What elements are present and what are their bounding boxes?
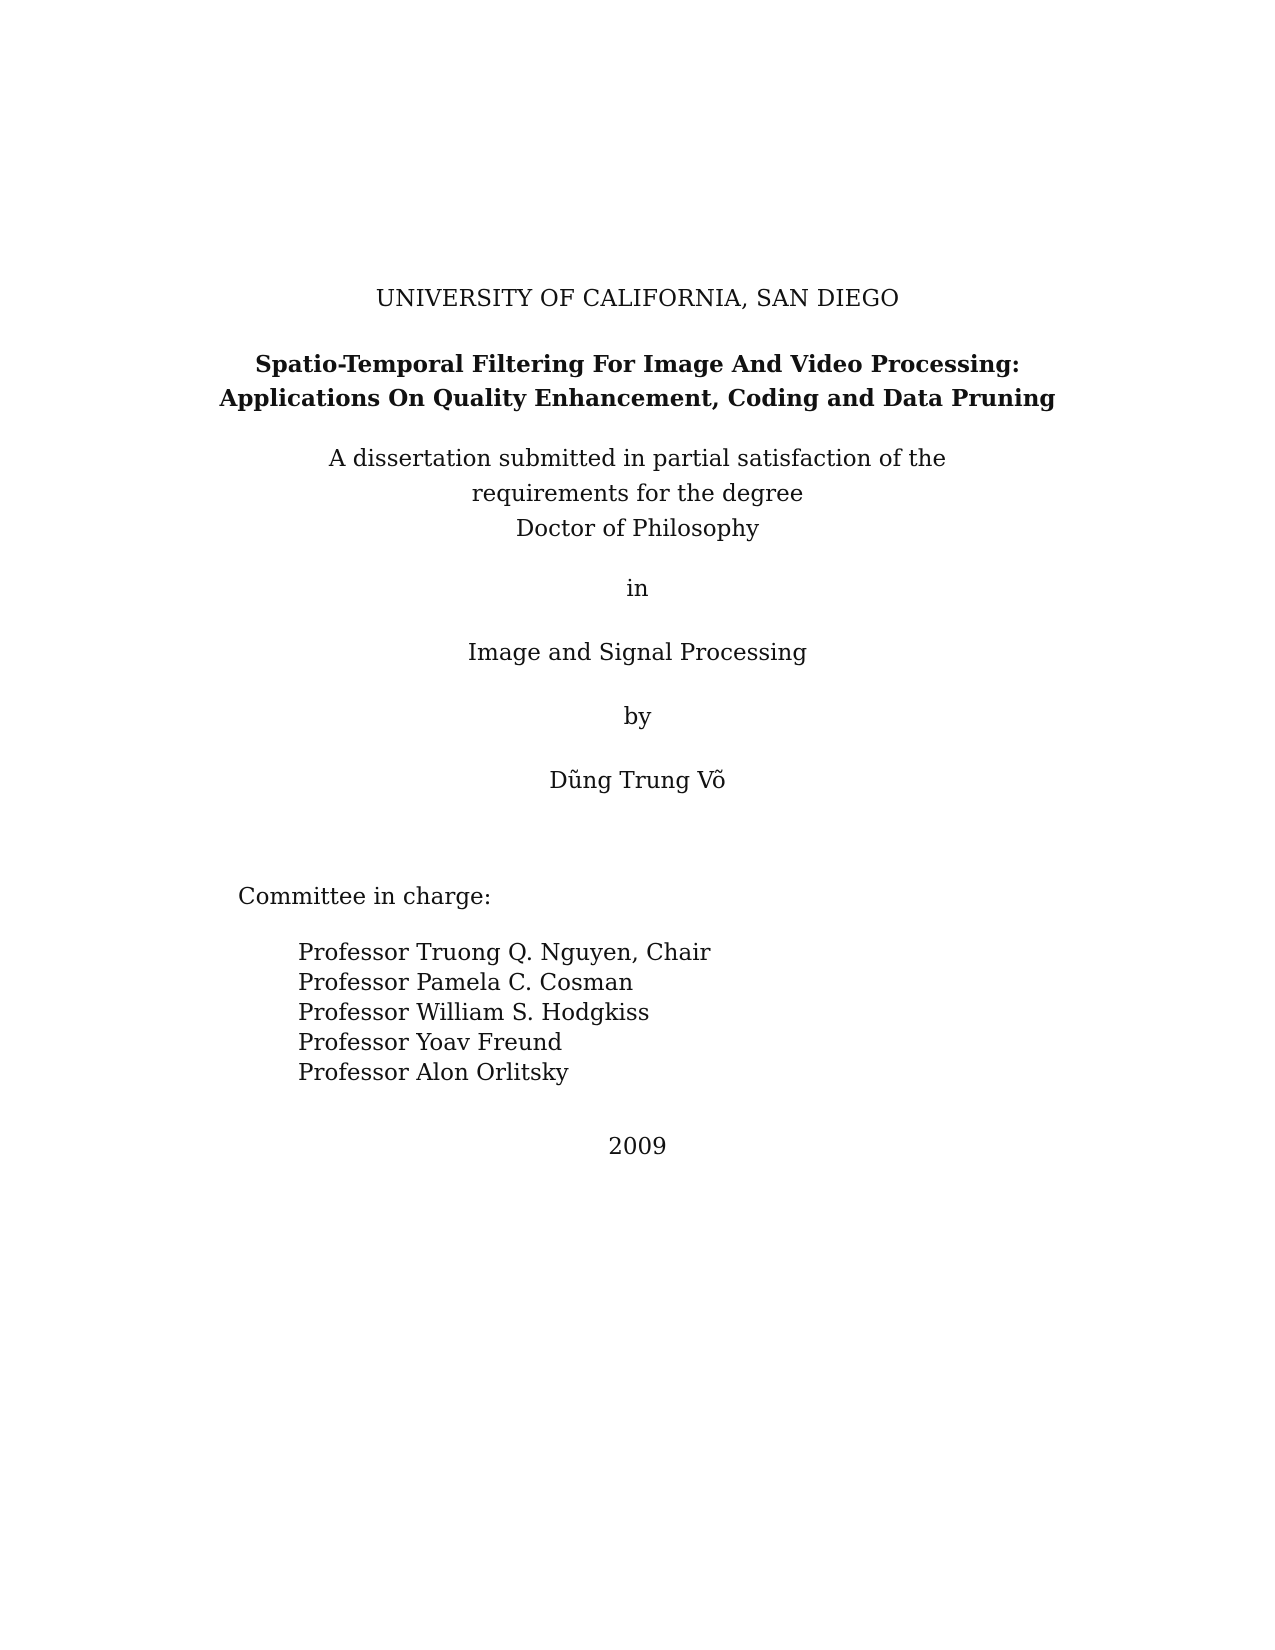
committee-member: Professor Yoav Freund	[298, 1030, 563, 1056]
statement-line-1: A dissertation submitted in partial satisfaction of the	[328, 446, 947, 472]
committee-member: Professor Pamela C. Cosman	[298, 970, 634, 996]
degree-name: Doctor of Philosophy	[515, 516, 760, 542]
committee-member: Professor William S. Hodgkiss	[298, 1000, 650, 1026]
in-word: in	[626, 576, 649, 602]
committee-heading: Committee in charge:	[238, 884, 492, 910]
title-line-1: Spatio-Temporal Filtering For Image And Video Processing:	[255, 351, 1020, 378]
committee-list	[298, 938, 711, 1088]
statement-line-2: requirements for the degree	[471, 481, 804, 507]
field-of-study: Image and Signal Processing	[467, 640, 808, 666]
committee-member: Professor Truong Q. Nguyen, Chair	[298, 940, 711, 966]
dissertation-title	[0, 348, 1275, 416]
submission-statement	[0, 442, 1275, 547]
author-name: Dũng Trung Võ	[549, 768, 726, 794]
year: 2009	[608, 1134, 667, 1160]
university-name: UNIVERSITY OF CALIFORNIA, SAN DIEGO	[375, 286, 900, 312]
title-line-2: Applications On Quality Enhancement, Coding and Data Pruning	[219, 385, 1056, 412]
committee-member: Professor Alon Orlitsky	[298, 1060, 569, 1086]
by-word: by	[623, 704, 652, 730]
